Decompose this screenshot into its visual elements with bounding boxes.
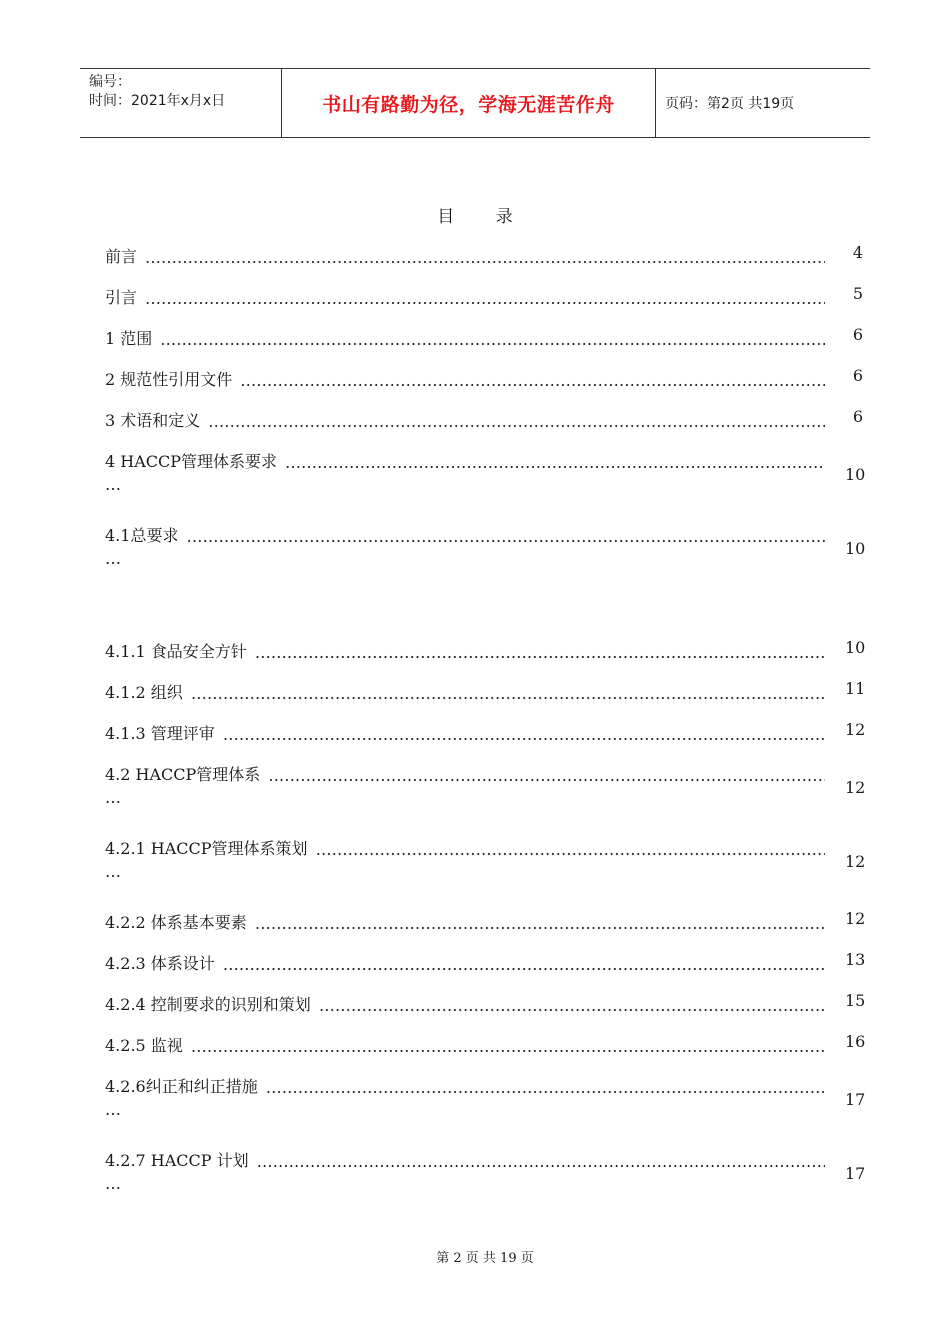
toc-entry-row bbox=[105, 1073, 825, 1097]
toc-entry-row bbox=[105, 720, 825, 744]
toc-entry-label: 4.2.4 控制要求的识别和策划 bbox=[105, 995, 311, 1014]
toc-entry-row bbox=[105, 284, 825, 308]
toc-entry-page: 13 bbox=[845, 950, 866, 969]
header-page-cell bbox=[655, 69, 870, 137]
toc-entry-page: 12 bbox=[845, 909, 866, 928]
toc-entry[interactable] bbox=[105, 991, 866, 1015]
toc-leader-continuation: … bbox=[105, 788, 121, 807]
toc-entry-label: 3 术语和定义 bbox=[105, 411, 201, 430]
toc-entry-page: 15 bbox=[845, 991, 866, 1010]
header-motto-cell bbox=[281, 69, 656, 137]
toc-leader-dots bbox=[257, 1152, 825, 1171]
toc-leader-dots bbox=[208, 412, 825, 431]
header-meta-cell bbox=[80, 69, 281, 137]
toc-entry-row bbox=[105, 950, 825, 974]
toc-leader-dots bbox=[186, 527, 825, 546]
toc-entry-label: 引言 bbox=[105, 288, 138, 307]
toc-entry[interactable] bbox=[105, 366, 863, 390]
toc-entry-page: 10 bbox=[845, 539, 866, 558]
toc-leader-continuation: … bbox=[105, 1100, 121, 1119]
toc-entry-row bbox=[105, 679, 825, 703]
toc-leader-dots bbox=[223, 955, 825, 974]
page-footer: 第 2 页 共 19 页 bbox=[436, 1251, 534, 1266]
toc-entry[interactable] bbox=[105, 1073, 866, 1119]
page-info: 页码：第2页 共19页 bbox=[665, 96, 795, 112]
toc-leader-dots bbox=[285, 453, 825, 472]
toc-entry-page: 12 bbox=[845, 720, 866, 739]
toc-entry-page: 12 bbox=[845, 778, 866, 797]
toc-entry-label: 4.1.3 管理评审 bbox=[105, 724, 215, 743]
toc-entry-row bbox=[105, 835, 825, 859]
toc-entry-page: 11 bbox=[845, 679, 866, 698]
toc-leader-dots bbox=[266, 1078, 825, 1097]
toc-entry-row bbox=[105, 991, 825, 1015]
toc-entry-row bbox=[105, 1147, 825, 1171]
time-label: 时间：2021年x月x日 bbox=[89, 93, 226, 109]
toc-entry[interactable] bbox=[105, 950, 866, 974]
toc-entry[interactable] bbox=[105, 835, 866, 881]
toc-entry[interactable] bbox=[105, 761, 866, 807]
toc-entry-row bbox=[105, 325, 825, 349]
toc-entry-page: 6 bbox=[852, 407, 863, 426]
toc-leader-continuation: … bbox=[105, 1174, 121, 1193]
toc-entry-page: 10 bbox=[845, 465, 866, 484]
toc-entry-row bbox=[105, 1032, 825, 1056]
toc-entry-row bbox=[105, 761, 825, 785]
toc-entry-label: 1 范围 bbox=[105, 329, 153, 348]
toc-entry-label: 4.2.7 HACCP 计划 bbox=[105, 1151, 249, 1170]
toc-entry[interactable] bbox=[105, 522, 866, 568]
toc-title: 目 录 bbox=[437, 207, 531, 227]
toc-entry-page: 4 bbox=[852, 243, 863, 262]
toc-entry-row bbox=[105, 638, 825, 662]
toc-entry-row bbox=[105, 243, 825, 267]
toc-entry-page: 6 bbox=[852, 325, 863, 344]
toc-entry[interactable] bbox=[105, 448, 866, 494]
toc-entry-row bbox=[105, 366, 825, 390]
toc-entry-page: 16 bbox=[845, 1032, 866, 1051]
toc-entry-page: 10 bbox=[845, 638, 866, 657]
serial-label: 编号： bbox=[89, 74, 131, 90]
toc-entry[interactable] bbox=[105, 679, 866, 703]
toc-entry-label: 4.1.2 组织 bbox=[105, 683, 183, 702]
toc-leader-dots bbox=[240, 371, 825, 390]
toc-entry[interactable] bbox=[105, 1147, 866, 1193]
toc-leader-dots bbox=[268, 766, 825, 785]
toc-leader-dots bbox=[191, 1037, 825, 1056]
toc-entry[interactable] bbox=[105, 284, 863, 308]
toc-leader-dots bbox=[160, 330, 825, 349]
toc-entry-label: 4.2.2 体系基本要素 bbox=[105, 913, 247, 932]
toc-entry-page: 17 bbox=[845, 1164, 866, 1183]
toc-entry-row bbox=[105, 522, 825, 546]
toc-entry-label: 前言 bbox=[105, 247, 138, 266]
toc-leader-continuation: … bbox=[105, 475, 121, 494]
toc-entry-page: 5 bbox=[852, 284, 863, 303]
toc-leader-dots bbox=[319, 996, 825, 1015]
toc-leader-dots bbox=[145, 289, 825, 308]
toc-entry-label: 4.2.3 体系设计 bbox=[105, 954, 215, 973]
toc-entry-label: 4.2.5 监视 bbox=[105, 1036, 183, 1055]
toc-entry-row bbox=[105, 909, 825, 933]
toc-entry[interactable] bbox=[105, 638, 866, 662]
toc-entry-label: 2 规范性引用文件 bbox=[105, 370, 233, 389]
toc-entry-row bbox=[105, 407, 825, 431]
motto-text: 书山有路勤为径，学海无涯苦作舟 bbox=[322, 93, 615, 116]
toc-leader-dots bbox=[255, 914, 825, 933]
toc-entry-label: 4.2 HACCP管理体系 bbox=[105, 765, 261, 784]
toc-entry-page: 12 bbox=[845, 852, 866, 871]
toc-entry-page: 6 bbox=[852, 366, 863, 385]
toc-entry-label: 4 HACCP管理体系要求 bbox=[105, 452, 278, 471]
toc-leader-dots bbox=[145, 248, 825, 267]
toc-entry-row bbox=[105, 448, 825, 472]
toc-leader-dots bbox=[255, 643, 825, 662]
toc-entry-page: 17 bbox=[845, 1090, 866, 1109]
toc-entry[interactable] bbox=[105, 720, 866, 744]
toc-entry[interactable] bbox=[105, 243, 863, 267]
toc-entry[interactable] bbox=[105, 407, 863, 431]
toc-leader-continuation: … bbox=[105, 549, 121, 568]
toc-entry-label: 4.1总要求 bbox=[105, 526, 179, 545]
toc-leader-continuation: … bbox=[105, 862, 121, 881]
toc-entry-label: 4.2.1 HACCP管理体系策划 bbox=[105, 839, 308, 858]
toc-leader-dots bbox=[316, 840, 825, 859]
page-header bbox=[80, 68, 870, 138]
toc-entry[interactable] bbox=[105, 909, 866, 933]
toc-entry-label: 4.2.6纠正和纠正措施 bbox=[105, 1077, 258, 1096]
toc-entry-label: 4.1.1 食品安全方针 bbox=[105, 642, 247, 661]
toc-leader-dots bbox=[191, 684, 825, 703]
toc-entry[interactable] bbox=[105, 325, 863, 349]
toc-entry[interactable] bbox=[105, 1032, 866, 1056]
toc-leader-dots bbox=[223, 725, 825, 744]
